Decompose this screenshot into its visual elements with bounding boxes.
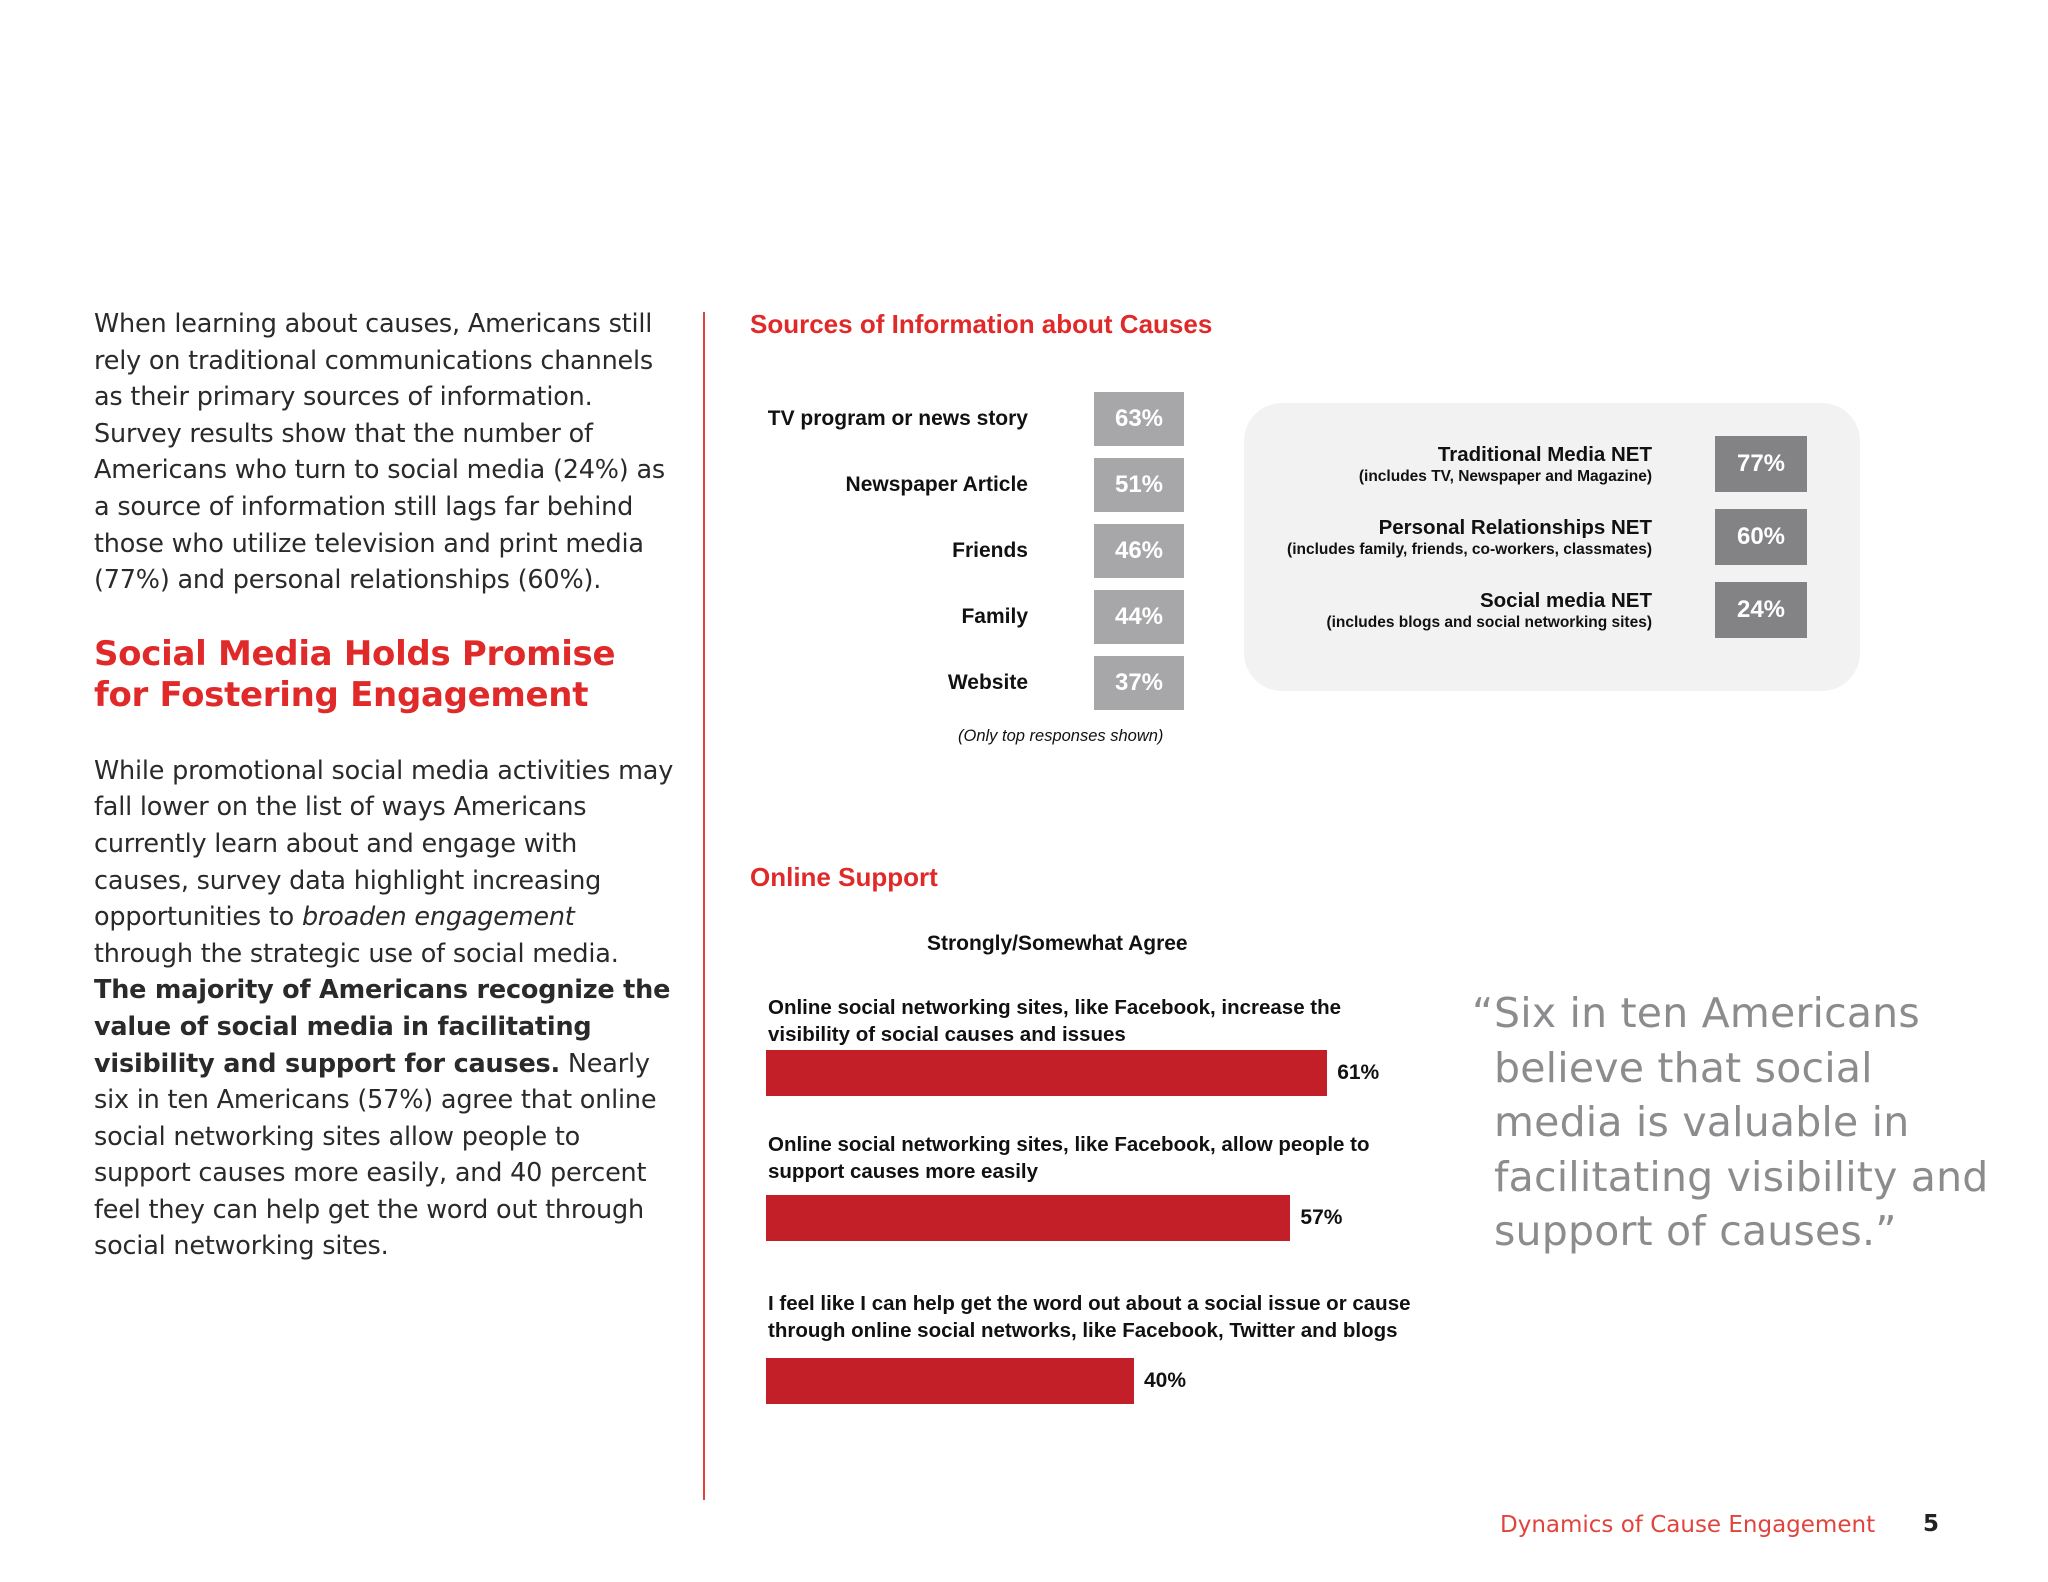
statement-line: visibility of social causes and issues [768, 1023, 1126, 1046]
net-name: Traditional Media NET [1437, 443, 1652, 466]
body-text-part-3: Nearly six in ten Americans (57%) agree that online social networking sites allow people to support causes more easily, and 40 percent feel they can help get the word out through social networking sites. [94, 1048, 657, 1262]
source-value-box: 51% [1094, 458, 1184, 512]
support-statement [768, 1290, 1468, 1344]
statement-line: through online social networks, like Facebook, Twitter and blogs [768, 1319, 1398, 1342]
net-label [1232, 442, 1652, 487]
body-text-part-1: While promotional social media activities may fall lower on the list of ways Americans currently learn about and engage with causes, survey data highlight increasing opportunities to [94, 755, 674, 933]
intro-paragraph [94, 306, 674, 599]
sources-note: (Only top responses shown) [958, 727, 1164, 745]
statement-line: support causes more easily [768, 1160, 1039, 1183]
net-value-box: 60% [1715, 509, 1807, 565]
heading-line-2: for Fostering Engagement [94, 674, 589, 715]
source-label: TV program or news story [767, 407, 1028, 430]
support-bar-value: 61% [1337, 1061, 1380, 1084]
statement-line: I feel like I can help get the word out about a social issue or cause [768, 1292, 1411, 1315]
heading-line-1: Social Media Holds Promise [94, 633, 616, 674]
support-bar [766, 1358, 1134, 1404]
net-subtitle: (includes TV, Newspaper and Magazine) [1358, 468, 1652, 485]
support-statement [768, 1131, 1468, 1185]
agree-series-label: Strongly/Somewhat Agree [927, 932, 1188, 955]
intro-text: When learning about causes, Americans still rely on traditional communications channels as their primary sources of information. Survey results show that the number of Americans who turn to social media (24%) as a source of information still lags far behind those who utilize television and print media (77%) and personal relationships (60%). [94, 309, 665, 596]
body-text-part-2: through the strategic use of social media. [94, 938, 619, 969]
source-label: Website [947, 671, 1028, 694]
net-subtitle: (includes blogs and social networking sites) [1326, 614, 1652, 631]
body-text-bold: The majority of Americans recognize the value of social media in facilitating visibility and support for causes. [94, 975, 671, 1079]
source-label: Friends [952, 539, 1028, 562]
support-bar-value: 40% [1144, 1369, 1187, 1392]
source-value-box: 44% [1094, 590, 1184, 644]
online-support-title: Online Support [750, 862, 938, 892]
body-paragraph [94, 753, 674, 1265]
net-name: Personal Relationships NET [1378, 516, 1652, 539]
net-subtitle: (includes family, friends, co-workers, classmates) [1287, 541, 1652, 558]
support-bar [766, 1195, 1290, 1241]
support-bar-value: 57% [1300, 1206, 1343, 1229]
statement-line: Online social networking sites, like Facebook, allow people to [768, 1133, 1370, 1156]
left-column [94, 306, 674, 1265]
body-text-italic: broaden engagement [301, 902, 575, 933]
net-name: Social media NET [1479, 589, 1652, 612]
net-value-box: 77% [1715, 436, 1807, 492]
support-statement [768, 994, 1468, 1048]
net-label [1232, 588, 1652, 633]
quote-text: Six in ten Americans believe that social media is valuable in facilitating visibility and support of causes.” [1494, 989, 1989, 1255]
quote-open-mark: “ [1472, 989, 1494, 1037]
source-value-box: 46% [1094, 524, 1184, 578]
section-heading [94, 634, 674, 716]
statement-line: Online social networking sites, like Facebook, increase the [768, 996, 1342, 1019]
footer-title: Dynamics of Cause Engagement [1500, 1512, 1876, 1538]
body-text [94, 753, 674, 1265]
pull-quote [1472, 986, 1992, 1259]
source-value-box: 63% [1094, 392, 1184, 446]
column-divider [703, 312, 705, 1500]
net-value-box: 24% [1715, 582, 1807, 638]
source-value-box: 37% [1094, 656, 1184, 710]
source-label: Family [961, 605, 1028, 628]
page-number: 5 [1923, 1511, 1940, 1537]
sources-chart-title: Sources of Information about Causes [750, 309, 1213, 339]
source-label: Newspaper Article [845, 473, 1028, 496]
support-bar [766, 1050, 1327, 1096]
net-label [1232, 515, 1652, 560]
